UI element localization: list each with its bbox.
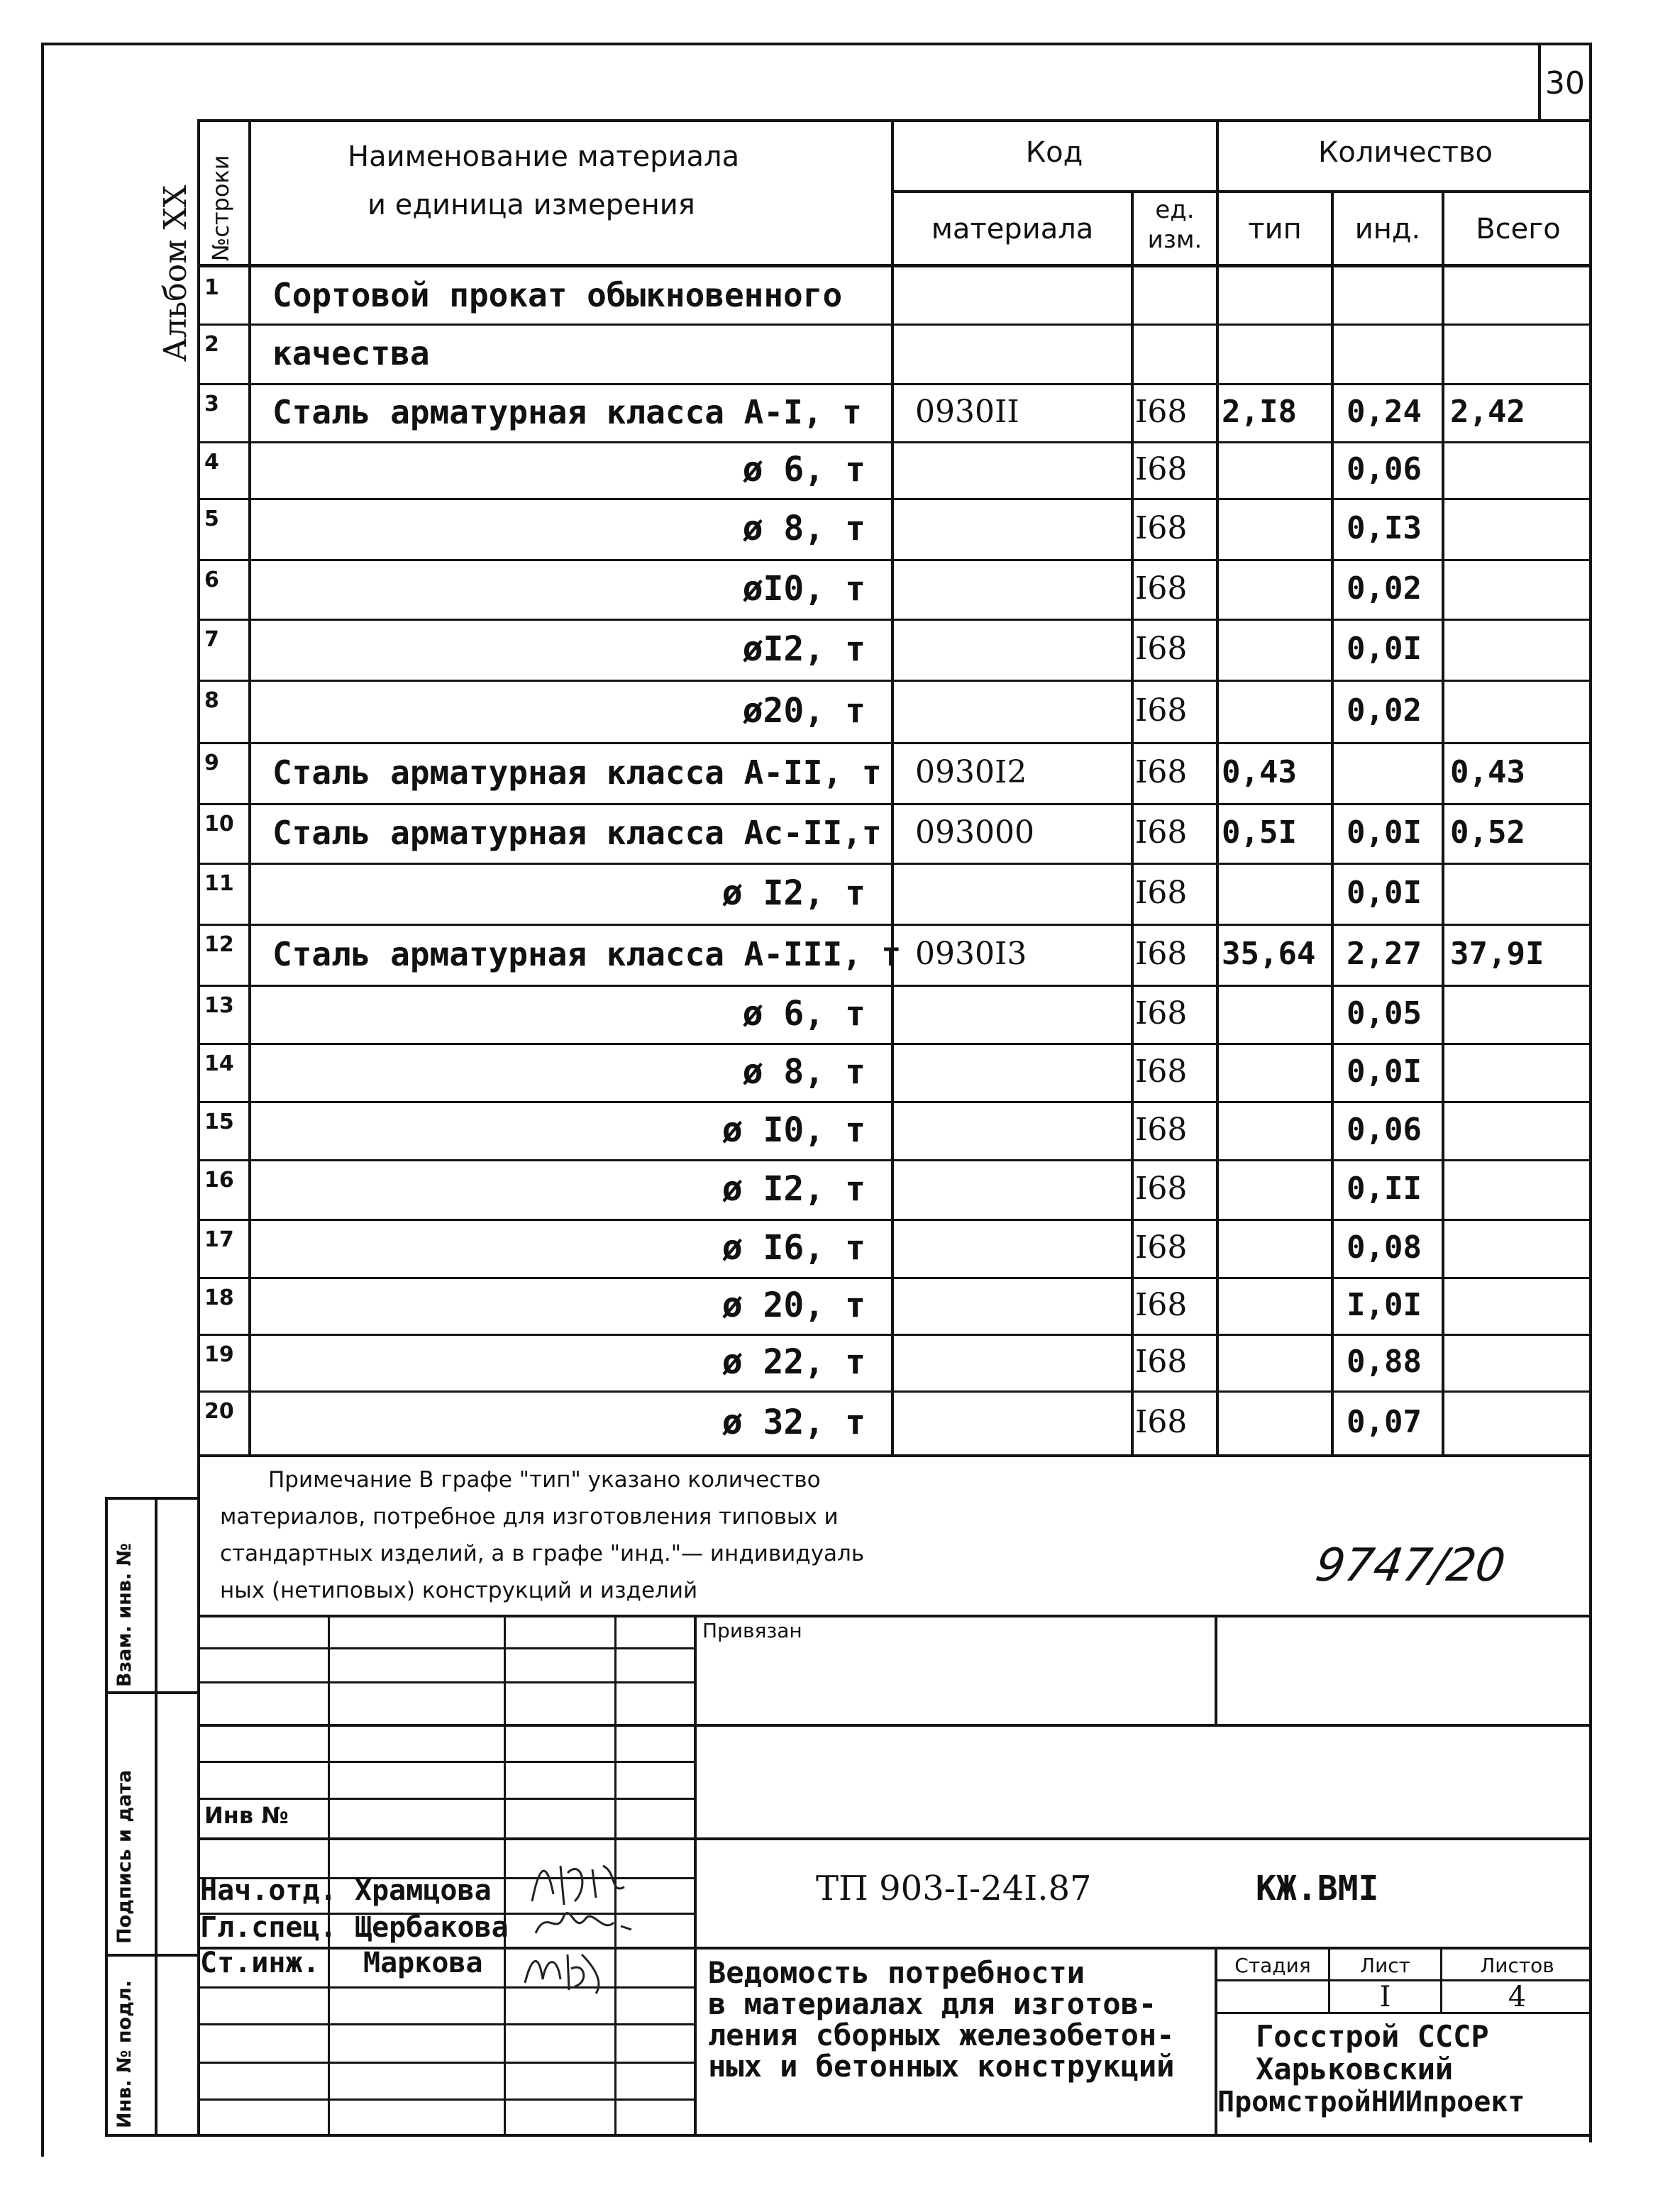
side-label-podpis: Подпись и дата	[114, 1769, 136, 1944]
row-material-name: ø I2, т	[722, 1169, 866, 1209]
row-number: 18	[204, 1285, 234, 1310]
row-material-code: 093000	[915, 814, 1034, 851]
row-number: 6	[204, 568, 219, 592]
sheets-label: Листов	[1480, 1954, 1554, 1977]
signer-role-2: Гл.спец.	[200, 1911, 337, 1944]
note-line1: Примечание В графе "тип" указано количество	[268, 1467, 821, 1493]
note-line4: ных (нетиповых) конструкций и изделий	[220, 1578, 698, 1603]
sheet-label: Лист	[1360, 1954, 1410, 1977]
doc-mark: КЖ.ВМI	[1256, 1869, 1379, 1908]
row-number: 4	[204, 450, 219, 475]
stage-label: Стадия	[1234, 1954, 1311, 1977]
signer-name-1: Храмцова	[355, 1874, 492, 1907]
row-qty-total: 2,42	[1450, 394, 1525, 430]
row-material-code: 0930II	[915, 394, 1019, 430]
row-qty-ind: 2,27	[1347, 936, 1422, 972]
sheets-value: 4	[1508, 1981, 1527, 2013]
row-qty-ind: 0,24	[1347, 394, 1422, 430]
row-number: 19	[204, 1342, 234, 1367]
row-qty-type: 0,43	[1222, 754, 1297, 790]
row-unit: I68	[1135, 995, 1188, 1032]
row-qty-ind: 0,05	[1347, 995, 1422, 1032]
row-unit: I68	[1135, 1287, 1188, 1323]
row-unit: I68	[1135, 394, 1188, 430]
doc-title-line3: ления сборных железобетон-	[708, 2018, 1175, 2052]
row-qty-type: 35,64	[1222, 936, 1316, 972]
row-qty-ind: 0,06	[1347, 451, 1422, 487]
row-unit: I68	[1135, 754, 1188, 790]
album-label: Альбом XX	[157, 184, 194, 362]
row-material-name: ø 6, т	[742, 450, 866, 490]
row-qty-ind: I,0I	[1347, 1287, 1422, 1323]
row-material-name: ø 6, т	[742, 994, 866, 1034]
row-material-name: ø20, т	[742, 691, 866, 731]
org-line3: ПромстройНИИпроект	[1217, 2086, 1525, 2118]
row-material-name: ø I0, т	[722, 1110, 866, 1150]
row-number: 10	[204, 812, 234, 836]
row-number: 17	[204, 1227, 234, 1252]
row-material-code: 0930I2	[915, 754, 1027, 790]
handwritten-reference: 9747/20	[1312, 1539, 1509, 1592]
row-number: 5	[204, 507, 219, 531]
row-qty-ind: 0,06	[1347, 1112, 1422, 1148]
row-number: 11	[204, 871, 234, 896]
row-unit: I68	[1135, 451, 1188, 487]
header-q-ind: инд.	[1354, 213, 1421, 245]
side-label-vzam: Взам. инв. №	[114, 1542, 136, 1687]
signer-name-2: Щербакова	[355, 1911, 509, 1944]
row-material-name: Сталь арматурная класса А-I, т	[272, 393, 862, 431]
row-qty-ind: 0,II	[1347, 1171, 1422, 1207]
signature-2	[532, 1901, 639, 1944]
header-unit-line2: изм.	[1147, 226, 1203, 254]
row-number: 3	[204, 392, 219, 416]
side-label-inv: Инв. № подл.	[114, 1980, 136, 2128]
row-number: 7	[204, 627, 219, 652]
row-material-name: Сталь арматурная класса А-III, т	[272, 935, 902, 973]
row-material-name: ø 20, т	[722, 1285, 866, 1325]
row-unit: I68	[1135, 692, 1188, 729]
row-unit: I68	[1135, 1112, 1188, 1148]
row-number: 16	[204, 1168, 234, 1193]
row-material-name: Сортовой прокат обыкновенного	[272, 276, 843, 314]
header-code-material: материала	[931, 213, 1094, 245]
row-material-name: ø 32, т	[722, 1403, 866, 1442]
row-qty-total: 0,43	[1450, 754, 1525, 790]
row-qty-ind: 0,88	[1347, 1344, 1422, 1380]
org-line1: Госстрой СССР	[1256, 2019, 1489, 2054]
row-number: 14	[204, 1051, 234, 1076]
doc-title-line4: ных и бетонных конструкций	[708, 2049, 1175, 2084]
row-qty-type: 0,5I	[1222, 814, 1297, 851]
note-line2: материалов, потребное для изготовления типовых и	[220, 1504, 839, 1530]
row-qty-ind: 0,0I	[1347, 631, 1422, 667]
row-material-name: качества	[272, 334, 430, 372]
signature-3	[518, 1940, 617, 1997]
row-unit: I68	[1135, 875, 1188, 911]
row-material-name: ø 8, т	[742, 509, 866, 548]
row-number: 9	[204, 751, 219, 775]
row-qty-ind: 0,08	[1347, 1229, 1422, 1266]
row-unit: I68	[1135, 631, 1188, 667]
stamp-inv-no: Инв №	[204, 1802, 289, 1829]
doc-title-line1: Ведомость потребности	[708, 1955, 1085, 1990]
note-line3: стандартных изделий, а в графе "инд."— индивидуаль	[220, 1541, 865, 1566]
row-unit: I68	[1135, 1344, 1188, 1380]
row-unit: I68	[1135, 1229, 1188, 1266]
doc-code: ТП 903-I-24I.87	[816, 1869, 1092, 1908]
header-code: Код	[1025, 136, 1083, 169]
row-qty-ind: 0,02	[1347, 692, 1422, 729]
row-material-name: Сталь арматурная класса Ас-II,т	[272, 814, 882, 852]
row-number: 8	[204, 688, 219, 713]
row-unit: I68	[1135, 814, 1188, 851]
row-qty-type: 2,I8	[1222, 394, 1297, 430]
header-name-line2: и единица измерения	[367, 189, 695, 221]
header-unit-line1: ед.	[1155, 196, 1195, 224]
row-material-name: ø 8, т	[742, 1052, 866, 1092]
row-number: 20	[204, 1399, 234, 1424]
row-qty-ind: 0,07	[1347, 1404, 1422, 1440]
row-unit: I68	[1135, 1054, 1188, 1090]
row-qty-ind: 0,02	[1347, 570, 1422, 607]
header-q-total: Всего	[1476, 213, 1561, 245]
row-qty-ind: 0,I3	[1347, 510, 1422, 546]
row-material-name: Сталь арматурная класса А-II, т	[272, 753, 882, 792]
stamp-privyazan: Привязан	[702, 1619, 802, 1642]
header-row-no: №строки	[207, 155, 234, 261]
row-qty-ind: 0,0I	[1347, 814, 1422, 851]
header-q-type: тип	[1248, 213, 1302, 245]
row-material-name: ø I6, т	[722, 1228, 866, 1268]
page-number: 30	[1545, 65, 1585, 101]
row-qty-ind: 0,0I	[1347, 875, 1422, 911]
row-number: 15	[204, 1110, 234, 1134]
row-unit: I68	[1135, 510, 1188, 546]
row-material-name: ø 22, т	[722, 1342, 866, 1382]
row-number: 1	[204, 275, 219, 300]
row-number: 2	[204, 332, 219, 357]
row-material-name: ø I2, т	[722, 873, 866, 913]
row-material-name: øI0, т	[742, 569, 866, 609]
signer-role-3: Ст.инж.	[200, 1947, 320, 1979]
row-qty-ind: 0,0I	[1347, 1054, 1422, 1090]
row-number: 13	[204, 993, 234, 1018]
row-material-code: 0930I3	[915, 936, 1027, 972]
signer-name-3: Маркова	[363, 1947, 483, 1979]
row-qty-total: 0,52	[1450, 814, 1525, 851]
header-name-line1: Наименование материала	[348, 140, 740, 173]
header-quantity: Количество	[1317, 136, 1493, 169]
row-unit: I68	[1135, 1171, 1188, 1207]
row-number: 12	[204, 932, 234, 957]
row-qty-total: 37,9I	[1450, 936, 1544, 972]
doc-title-line2: в материалах для изготов-	[708, 1986, 1157, 2021]
sheet-value: I	[1379, 1981, 1391, 2013]
row-unit: I68	[1135, 570, 1188, 607]
row-unit: I68	[1135, 1404, 1188, 1440]
row-unit: I68	[1135, 936, 1188, 972]
org-line2: Харьковский	[1256, 2052, 1454, 2086]
signer-role-1: Нач.отд.	[200, 1874, 337, 1907]
row-material-name: øI2, т	[742, 629, 866, 669]
